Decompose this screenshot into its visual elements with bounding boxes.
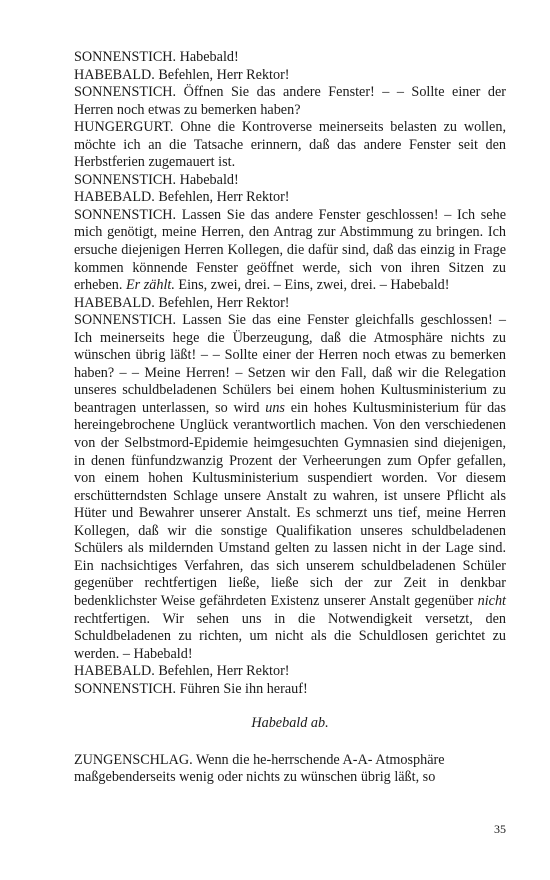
- speaker-name: HABEBALD.: [74, 189, 155, 206]
- speech-continued: rechtfertigen. Wir sehen uns in die Notwendigkeit versetzt, den Schuldbeladenen zu richten, um nicht als die Schuldlosen gerichtet zu werden. – Habebald!: [74, 610, 506, 662]
- speech: Befehlen, Herr Rektor!: [154, 663, 290, 680]
- emphasis: uns: [265, 399, 285, 416]
- speaker-name: HABEBALD.: [74, 294, 155, 311]
- speech: Wenn die he-herrschende A-A- Atmosphäre maßgebenderseits wenig oder nichts zu wünschen übrig läßt, so: [74, 751, 445, 786]
- speech: Befehlen, Herr Rektor!: [154, 189, 290, 206]
- speech: Öffnen Sie das andere Fenster! – – Sollte einer der Herren noch etwas zu bemerken haben?: [74, 84, 506, 118]
- dialogue-line: [74, 172, 506, 190]
- emphasis: nicht: [477, 592, 506, 609]
- stage-direction: Habebald ab.: [251, 715, 329, 732]
- page-number: 35: [494, 822, 506, 836]
- dialogue-line: [74, 752, 506, 787]
- speech: Habebald!: [176, 171, 239, 188]
- speech-continued: ein hohes Kultusministerium für das hereingebrochene Unglück verantwortlich machen. Von den verschiedenen von der Selbstmord-Epidemie heimgesuchten Gymnasien sind diejenigen, in denen fünfundzwanzig Prozent der Verheerungen zum Opfer gefallen, von einem hohen Kultusministerium suspendiert worden. Vor diesem erschütterndsten Schlage unsere Anstalt zu wahren, ist unsere Pflicht als Hüter und Bewahrer unserer Anstalt. Es schmerzt uns tief, meine Herren Kollegen, daß wir die sonstige Qualifikation unseres schuldbeladenen Schülers als mildernden Umstand gelten zu lassen nicht in der Lage sind. Ein nachsichtiges Verfahren, das sich unserem schuldbeladenen Schüler gegenüber rechtfertigen ließe, ließe sich der zur Zeit in denkbar bedenklichster Weise gefährdeten Existenz unserer Anstalt gegenüber: [74, 399, 506, 609]
- dialogue-line: [74, 295, 506, 313]
- dialogue-line: [74, 67, 506, 85]
- speaker-name: SONNENSTICH.: [74, 84, 177, 101]
- speaker-name: SONNENSTICH.: [74, 206, 177, 223]
- speech: Lassen Sie das andere Fenster geschlossen! – Ich sehe mich genötigt, meine Herren, den Antrag zur Abstimmung zu bringen. Ich ersuche diejenigen Herren Kollegen, die dafür sind, daß das einzig in Frage kommen könnende Fenster geöffnet werde, sich von ihren Sitzen zu erheben.: [74, 206, 506, 294]
- speech: Befehlen, Herr Rektor!: [154, 66, 290, 83]
- speaker-name: ZUNGENSCHLAG.: [74, 751, 193, 768]
- dialogue-line: [74, 312, 506, 663]
- speaker-name: SONNENSTICH.: [74, 49, 177, 65]
- speech: Habebald!: [176, 49, 239, 65]
- speech: Führen Sie ihn herauf!: [176, 680, 308, 697]
- speech: Befehlen, Herr Rektor!: [154, 294, 290, 311]
- play-text: [74, 49, 506, 787]
- dialogue-line: [74, 84, 506, 119]
- stage-note: Er zählt.: [126, 277, 175, 294]
- dialogue-line: [74, 663, 506, 681]
- speaker-name: SONNENSTICH.: [74, 680, 177, 697]
- speaker-name: HABEBALD.: [74, 66, 155, 83]
- dialogue-line: [74, 119, 506, 172]
- dialogue-line: [74, 189, 506, 207]
- dialogue-line: [74, 681, 506, 699]
- speaker-name: SONNENSTICH.: [74, 312, 177, 329]
- speaker-name: HUNGERGURT.: [74, 119, 174, 136]
- dialogue-line: [74, 207, 506, 295]
- speech: Lassen Sie das eine Fenster gleichfalls geschlossen! – Ich meinerseits hege die Überzeugung, daß die Atmosphäre nichts zu wünschen übrig läßt! – – Sollte einer der Herren noch etwas zu bemerken haben? – – Meine Herren! – Setzen wir den Fall, daß wir die Relegation unseres schuldbeladenen Schülers bei einem hohen Kultusministerium zu beantragen unterlassen, so wird: [74, 312, 506, 416]
- speech: Ohne die Kontroverse meinerseits belasten zu wollen, möchte ich an die Tatsache erinnern, daß das andere Fenster seit den Herbstferien zugemauert ist.: [74, 119, 506, 171]
- speaker-name: SONNENSTICH.: [74, 171, 177, 188]
- dialogue-line: [74, 49, 506, 67]
- speaker-name: HABEBALD.: [74, 663, 155, 680]
- speech-continued: Eins, zwei, drei. – Eins, zwei, drei. – Habebald!: [174, 277, 450, 294]
